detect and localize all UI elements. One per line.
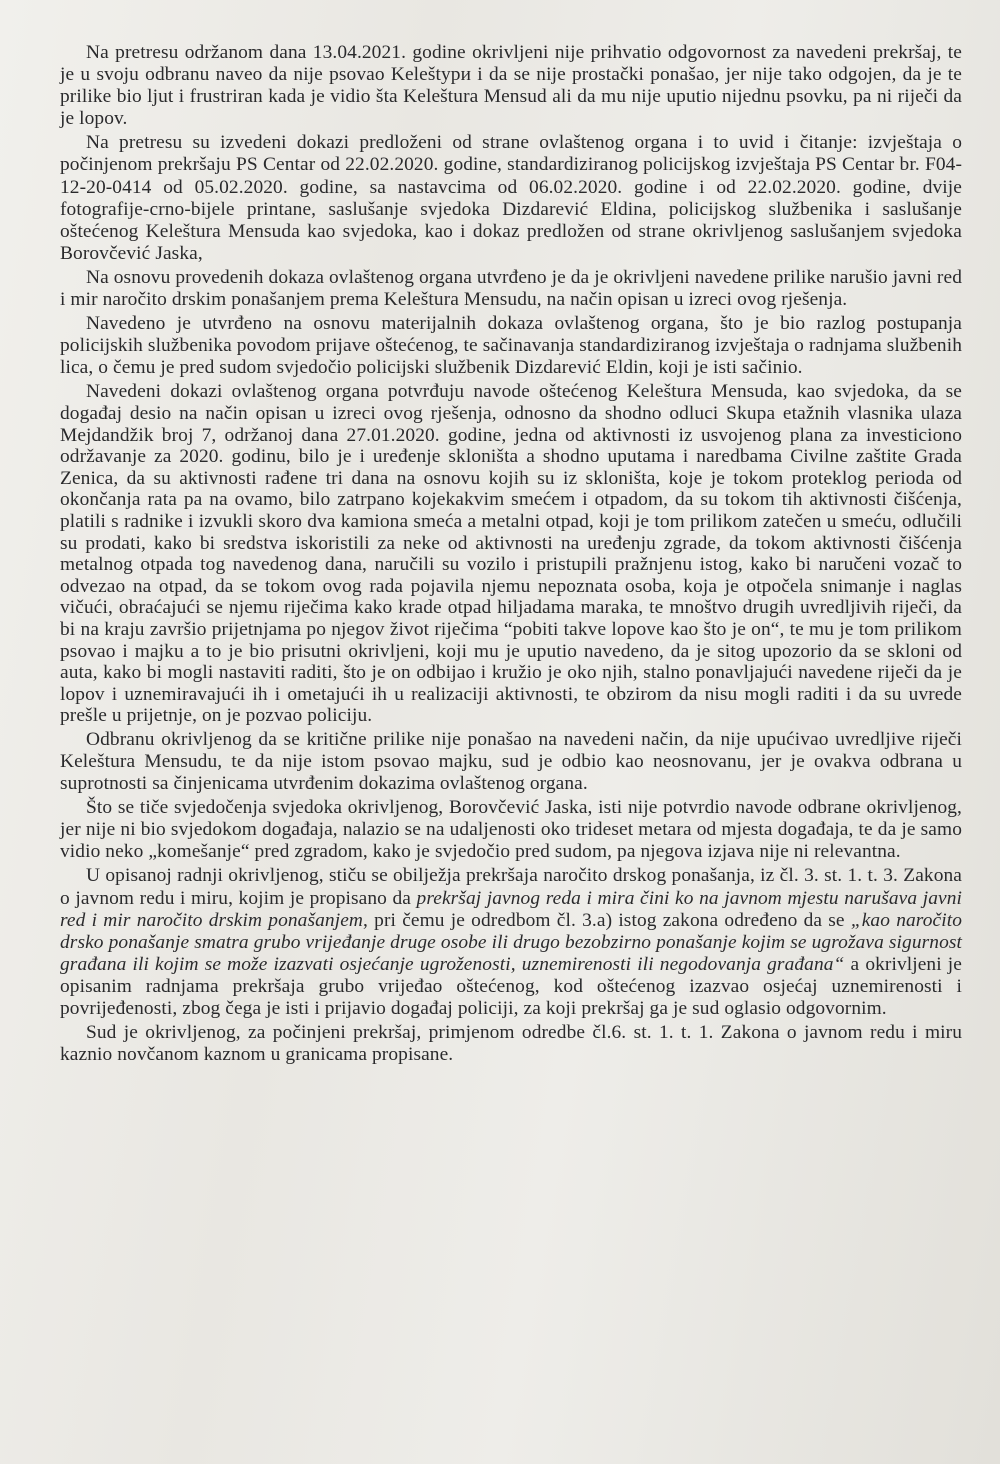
- paragraph-event-description: [60, 381, 962, 727]
- paragraph-defense-statement: [60, 42, 962, 130]
- paragraph-text: Što se tiče svjedočenja svjedoka okrivljenog, Borovčević Jaska, isti nije potvrdio navode odbrane okrivljenog, jer nije ni bio svjedokom događaja, nalazio se na udaljenosti oko trideset metara od mjesta događaja, te da je samo vidio neko „komešanje“ pred zgradom, kako je svjedočio pred sudom, pa njegova izjava nije ni relevantna.: [60, 797, 962, 863]
- quoted-law-text: „kao naročito drsko ponašanje smatra grubo vrijeđanje druge osobe ili drugo bezobzirno ponašanje kojim se ugrožava sigurnost građana ili kojim se može izazvati osjećanje ugroženosti, uznemirenosti ili negodovanja građana“: [60, 909, 962, 975]
- paragraph-material-evidence: [60, 313, 962, 379]
- paragraph-text: , pri čemu je odredbom čl. 3.a) istog zakona određeno da se: [363, 909, 851, 931]
- paragraph-text: U opisanoj radnji okrivljenog, stiču se obilježja prekršaja naročito drskog ponašanja, iz čl. 3. st. 1. t. 3. Zakona o javnom redu i miru, kojim je propisano da: [60, 865, 962, 909]
- paragraph-text: Sud je okrivljenog, za počinjeni prekršaj, primjenom odredbe čl.6. st. 1. t. 1. Zakona o javnom redu i miru kaznio novčanom kaznom u granicama propisane.: [60, 1022, 962, 1066]
- paragraph-findings: [60, 267, 962, 311]
- paragraph-witness-testimony: [60, 797, 962, 863]
- paragraph-evidence-presented: [60, 132, 962, 265]
- paragraph-text: a okrivljeni je opisanim radnjama prekršaja grubo vrijeđao oštećenog, kod oštećenog izazvao osjećaj uznemirenosti i povrijeđenosti, zbog čega je isti i prijavio događaj policiji, za koji prekršaj ga je sud oglasio odgovornim.: [60, 953, 962, 1020]
- paragraph-sentence: [60, 1022, 962, 1066]
- paragraph-text: Na pretresu održanom dana 13.04.2021. godine okrivljeni nije prihvatio odgovornost za navedeni prekršaj, te je u svoju odbranu naveo da nije psovao Keleštури i da se nije prostački ponašao, jer nije tako odgojen, da je te prilike bio ljut i frustriran kada je vidio šta Keleštura Mensud ali da mu nije uputio nijednu psovku, pa ni riječi da je lopov.: [60, 42, 962, 130]
- paragraph-text: Navedeno je utvrđeno na osnovu materijalnih dokaza ovlaštenog organa, što je bio razlog postupanja policijskih službenika povodom prijave oštećenog, te sačinavanja standardiziranog izvještaja o radnjama službenih lica, o čemu je pred sudom svjedočio policijski službenik Dizdarević Eldin, koji je isti sačinio.: [60, 313, 962, 379]
- paragraph-legal-qualification: [60, 865, 962, 1020]
- paragraph-text: Odbranu okrivljenog da se kritične prilike nije ponašao na navedeni način, da nije upućivao uvredljive riječi Keleštura Mensudu, te da nije istom psovao majku, sud je odbio kao neosnovanu, jer je ovakva odbrana u suprotnosti sa činjenicama utvrđenim dokazima ovlaštenog organa.: [60, 728, 962, 795]
- quoted-law-text: prekršaj javnog reda i mira čini ko na javnom mjestu narušava javni red i mir naročito drskim ponašanjem: [60, 887, 962, 931]
- paragraph-text: Na osnovu provedenih dokaza ovlaštenog organa utvrđeno je da je okrivljeni navedene prilike narušio javni red i mir naročito drskim ponašanjem prema Keleštura Mensudu, na način opisan u izreci ovog rješenja.: [60, 266, 962, 311]
- paragraph-defense-rejected: [60, 729, 962, 795]
- paragraph-text: Na pretresu su izvedeni dokazi predloženi od strane ovlaštenog organa i to uvid i čitanje: izvještaja o počinjenom prekršaju PS Centar od 22.02.2020. godine, standardiziranog policijskog izvještaja PS Centar br. F04-12-20-0414 od 05.02.2020. godine, sa nastavcima od 06.02.2020. godine i od 22.02.2020. godine, dvije fotografije-crno-bijele printane, saslušanje svjedoka Dizdarević Eldina, policijskog službenika i saslušanje oštećenog Keleštura Mensuda kao svjedoka, kao i dokaz predložen od strane okrivljenog saslušanjem svjedoka Borovčević Jaska,: [60, 132, 962, 264]
- paragraph-text: Navedeni dokazi ovlaštenog organa potvrđuju navode oštećenog Keleštura Mensuda, kao svjedoka, da se događaj desio na način opisan u izreci ovog rješenja, odnosno da shodno odluci Skupa etažnih vlasnika ulaza Mejdandžik broj 7, održanoj dana 27.01.2020. godine, jedna od aktivnosti iz usvojenog plana za investiciono održavanje za 2020. godinu, bilo je i uređenje skloništa a shodno uputama i naredbama Civilne zaštite Grada Zenica, da su aktivnosti rađene tri dana na osnovu kojih su iz skloništa, koje je tokom proteklog perioda od okončanja rata pa na ovamo, bilo zatrpano kojekakvim smećem i otpadom, da su tokom tih aktivnosti čišćenja, platili s radnike i izvukli skoro dva kamiona smeća a metalni otpad, koji je tom prilikom zatečen u smeću, odlučili su prodati, kako bi sredstva iskoristili za neke od aktivnosti na uređenju zgrade, da tokom aktivnosti čišćenja metalnog otpada tog navedenog dana, naručili su vozilo i pristupili pražnjenu istog, kako bi naručeni vozač to odvezao na otpad, da se tokom ovog rada pojavila njemu nepoznata osoba, koja je otpočela snimanje i naglas vičući, obraćajući se njemu riječima kako krade otpad hiljadama maraka, te mnoštvo drugih uvredljivih riječi, da bi na kraju završio prijetnjama po njegov život riječima “pobiti takve lopove kao što je on“, te mu je tom prilikom psovao i majku a to je bio prisutni okrivljeni, koji mu je uputio navedeno, da je sitog upozorio da se skloni od auta, kako bi mogli nastaviti raditi, što je on odbijao i kružio je oko njih, stalno ponavljajući navedene riječi da je lopov i uznemiravajući ih i ometajući ih u realizaciji aktivnosti, te obzirom da nisu mogli raditi i da su uvrede prešle u prijetnje, on je pozvao policiju.: [60, 381, 962, 727]
